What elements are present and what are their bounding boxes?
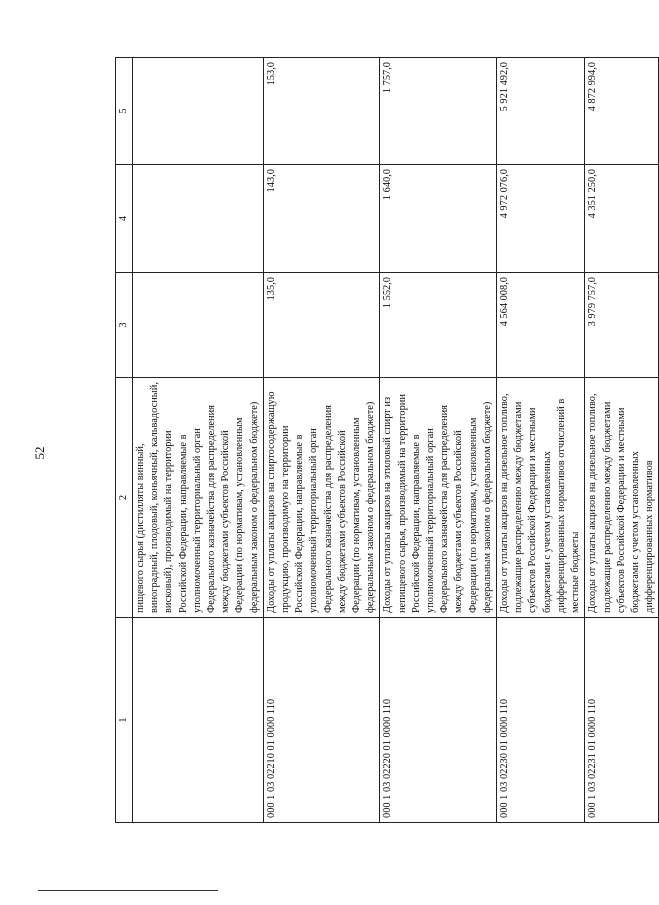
page-number: 52: [32, 446, 47, 460]
budget-code: 000 1 03 02231 01 0000 110: [585, 618, 659, 823]
column-header-1: 1: [116, 618, 133, 823]
table-row: [263, 58, 380, 823]
amount-column-3: 135,0: [263, 273, 380, 378]
revenue-description: Доходы от уплаты акцизов на спиртосодержащую продукцию, производимую на территории Российской Федерации, направляемые в уполномоченный территориальный орган Федерального казначейства для распределения между бюджетами субъектов Российской Федерации (по нормативам, установленным федеральным законом о федеральном бюджете): [263, 378, 380, 618]
budget-code: [133, 618, 264, 823]
table-row: [380, 58, 497, 823]
amount-column-4: 4 351 250,0: [585, 165, 659, 273]
amount-column-4: 143,0: [263, 165, 380, 273]
amount-column-3: 3 979 757,0: [585, 273, 659, 378]
footnote-separator-line: [38, 890, 218, 891]
amount-column-5: 153,0: [263, 58, 380, 165]
column-header-5: 5: [116, 58, 133, 165]
budget-code: 000 1 03 02230 01 0000 110: [497, 618, 585, 823]
amount-column-3: 1 552,0: [380, 273, 497, 378]
table-row: [133, 58, 264, 823]
budget-code: 000 1 03 02210 01 0000 110: [263, 618, 380, 823]
rotated-table-container: [115, 58, 656, 823]
amount-column-5: 1 757,0: [380, 58, 497, 165]
amount-column-4: 4 972 076,0: [497, 165, 585, 273]
table-row: [497, 58, 585, 823]
amount-column-5: [133, 58, 264, 165]
amount-column-5: 4 872 994,0: [585, 58, 659, 165]
amount-column-4: 1 640,0: [380, 165, 497, 273]
revenue-description: Доходы от уплаты акцизов на дизельное топливо, подлежащие распределению между бюджетами субъектов Российской Федерации и местными бюджетами с учетом установленных дифференцированных нормативов отчислений в местные бюджеты: [497, 378, 585, 618]
amount-column-5: 5 921 492,0: [497, 58, 585, 165]
revenue-description: Доходы от уплаты акцизов на дизельное топливо, подлежащие распределению между бюджетами субъектов Российской Федерации и местными бюджетами с учетом установленных дифференцированных нормативов: [585, 378, 659, 618]
table-header-row: [116, 58, 133, 823]
amount-column-4: [133, 165, 264, 273]
amount-column-3: [133, 273, 264, 378]
revenue-description: пищевого сырья (дистилляты винный, виноградный, плодовый, коньячный, кальвадосный, висковый), производимый на территории Российской Федерации, направляемые в уполномоченный территориальный орган Федерального казначейства для распределения между бюджетами субъектов Российской Федерации (по нормативам, установленным федеральным законом о федеральном бюджете): [133, 378, 264, 618]
column-header-2: 2: [116, 378, 133, 618]
budget-revenue-table: [115, 57, 659, 823]
revenue-description: Доходы от уплаты акцизов на этиловый спирт из непищевого сырья, производимый на территории Российской Федерации, направляемые в уполномоченный территориальный орган Федерального казначейства для распределения между бюджетами субъектов Российской Федерации (по нормативам, установленным федеральным законом о федеральном бюджете): [380, 378, 497, 618]
column-header-4: 4: [116, 165, 133, 273]
table-row: [585, 58, 659, 823]
column-header-3: 3: [116, 273, 133, 378]
budget-code: 000 1 03 02220 01 0000 110: [380, 618, 497, 823]
amount-column-3: 4 564 008,0: [497, 273, 585, 378]
